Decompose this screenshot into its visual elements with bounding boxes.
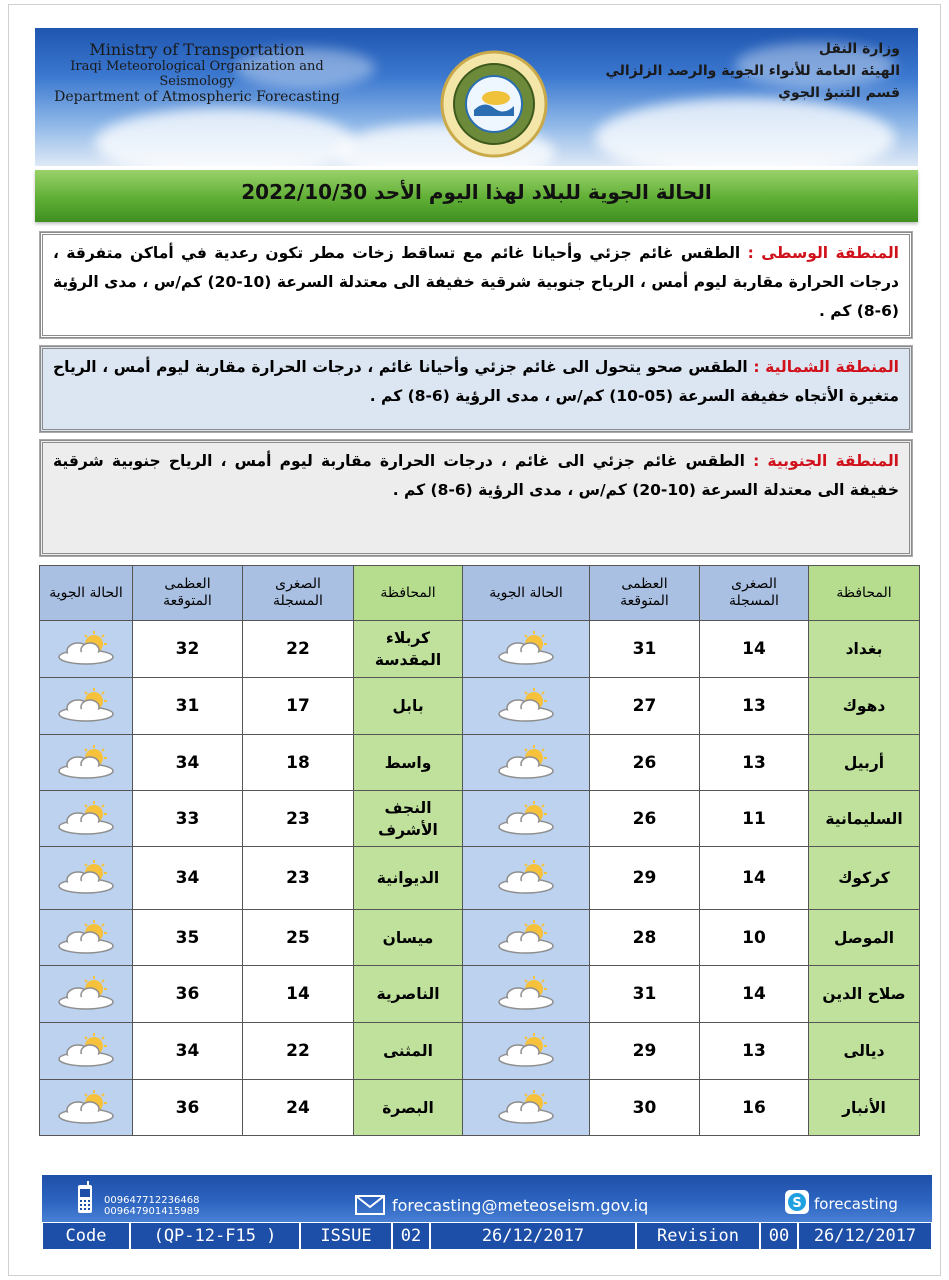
title-bar <box>35 170 918 222</box>
partly-cloudy-icon <box>494 1090 558 1126</box>
partly-cloudy-icon <box>494 976 558 1012</box>
header-weather: الحالة الجوية <box>40 566 133 621</box>
max-temp-cell: 36 <box>133 966 243 1023</box>
region-north <box>40 346 912 432</box>
partly-cloudy-icon <box>494 745 558 781</box>
weather-cell <box>40 678 133 735</box>
region-central <box>40 232 912 338</box>
phone-number-2: 009647901415989 <box>104 1206 200 1217</box>
max-temp-cell: 33 <box>133 791 243 847</box>
region-central-name: المنطقة الوسطى : <box>747 244 899 262</box>
weather-cell <box>463 735 590 791</box>
max-temp-cell: 29 <box>590 1023 700 1080</box>
table-row <box>40 1023 920 1080</box>
min-temp-cell: 16 <box>700 1080 809 1136</box>
table-row <box>40 678 920 735</box>
issue-label: ISSUE <box>300 1223 392 1250</box>
weather-cell <box>463 910 590 966</box>
max-temp-cell: 31 <box>133 678 243 735</box>
weather-cell <box>40 621 133 678</box>
min-temp-cell: 17 <box>243 678 354 735</box>
table-row <box>40 791 920 847</box>
min-temp-cell: 13 <box>700 735 809 791</box>
max-temp-cell: 36 <box>133 1080 243 1136</box>
skype-handle[interactable]: forecasting <box>814 1195 898 1213</box>
weather-cell <box>40 1080 133 1136</box>
phone-number-1: 009647712236468 <box>104 1195 200 1206</box>
min-temp-cell: 25 <box>243 910 354 966</box>
forecast-table <box>39 565 920 1136</box>
min-temp-cell: 22 <box>243 1023 354 1080</box>
partly-cloudy-icon <box>494 631 558 667</box>
max-temp-cell: 28 <box>590 910 700 966</box>
arabic-org-block <box>600 38 900 104</box>
issue-number: 02 <box>392 1223 430 1250</box>
weather-cell <box>463 966 590 1023</box>
weather-cell <box>40 1023 133 1080</box>
header-max: العظمى المتوقعة <box>133 566 243 621</box>
header-weather: الحالة الجوية <box>463 566 590 621</box>
header-banner <box>35 28 918 166</box>
organization-name-en: Iraqi Meteorological Organization and Seismology <box>70 59 324 89</box>
max-temp-cell: 31 <box>590 966 700 1023</box>
partly-cloudy-icon <box>54 976 118 1012</box>
province-cell: المثنى <box>354 1023 463 1080</box>
weather-cell <box>463 678 590 735</box>
partly-cloudy-icon <box>54 745 118 781</box>
min-temp-cell: 11 <box>700 791 809 847</box>
table-row <box>40 966 920 1023</box>
region-north-name: المنطقة الشمالية : <box>753 358 899 376</box>
max-temp-cell: 29 <box>590 847 700 910</box>
province-cell: النجف الأشرف <box>354 791 463 847</box>
table-row <box>40 910 920 966</box>
province-cell: بابل <box>354 678 463 735</box>
province-cell: واسط <box>354 735 463 791</box>
table-row <box>40 735 920 791</box>
min-temp-cell: 13 <box>700 1023 809 1080</box>
partly-cloudy-icon <box>54 1090 118 1126</box>
min-temp-cell: 23 <box>243 791 354 847</box>
svg-text:S: S <box>792 1196 802 1211</box>
province-cell: الناصرية <box>354 966 463 1023</box>
region-north-text: الطقس صحو يتحول الى غائم جزئي وأحيانا غائم ، درجات الحرارة مقاربة ليوم أمس ، الرياح متغيرة الأتجاه خفيفة السرعة (05-10) كم/س ، مدى الرؤية (6-8) كم . <box>53 358 899 405</box>
max-temp-cell: 26 <box>590 735 700 791</box>
header-province: المحافظة <box>809 566 920 621</box>
revision-label: Revision <box>636 1223 760 1250</box>
partly-cloudy-icon <box>494 688 558 724</box>
partly-cloudy-icon <box>54 920 118 956</box>
min-temp-cell: 22 <box>243 621 354 678</box>
region-south <box>40 440 912 556</box>
region-central-text: الطقس غائم جزئي وأحيانا غائم مع تساقط زخات مطر تكون رعدية في أماكن متفرقة ، درجات الحرارة مقاربة ليوم أمس ، الرياح جنوبية شرقية خفيفة الى معتدلة السرعة (10-20) كم/س ، مدى الرؤية (6-8) كم . <box>53 244 899 320</box>
header-max: العظمى المتوقعة <box>590 566 700 621</box>
max-temp-cell: 32 <box>133 621 243 678</box>
code-label: Code <box>42 1223 130 1250</box>
province-cell: الديوانية <box>354 847 463 910</box>
table-row <box>40 1080 920 1136</box>
weather-cell <box>40 735 133 791</box>
min-temp-cell: 13 <box>700 678 809 735</box>
partly-cloudy-icon <box>54 860 118 896</box>
max-temp-cell: 35 <box>133 910 243 966</box>
partly-cloudy-icon <box>494 1033 558 1069</box>
department-name-ar: قسم التنبؤ الجوي <box>778 85 900 101</box>
table-row <box>40 621 920 678</box>
province-cell: دهوك <box>809 678 920 735</box>
province-cell: كركوك <box>809 847 920 910</box>
province-cell: صلاح الدين <box>809 966 920 1023</box>
header-min: الصغرى المسجلة <box>700 566 809 621</box>
document-code-bar <box>42 1223 932 1250</box>
partly-cloudy-icon <box>54 631 118 667</box>
phone-icon <box>76 1181 94 1215</box>
min-temp-cell: 14 <box>700 621 809 678</box>
province-cell: البصرة <box>354 1080 463 1136</box>
weather-cell <box>463 1023 590 1080</box>
min-temp-cell: 14 <box>700 847 809 910</box>
weather-cell <box>463 621 590 678</box>
organization-name-ar: الهيئة العامة للأنواء الجوية والرصد الزلزالي <box>605 63 900 79</box>
weather-cell <box>40 910 133 966</box>
page-title: الحالة الجوية للبلاد لهذا اليوم الأحد 2022/10/30 <box>241 180 712 204</box>
min-temp-cell: 23 <box>243 847 354 910</box>
weather-cell <box>463 1080 590 1136</box>
region-south-text: الطقس غائم جزئي الى غائم ، درجات الحرارة مقاربة ليوم أمس ، الرياح جنوبية شرقية خفيفة الى معتدلة السرعة (10-20) كم/س ، مدى الرؤية (6-8) كم . <box>53 452 899 499</box>
min-temp-cell: 18 <box>243 735 354 791</box>
min-temp-cell: 14 <box>700 966 809 1023</box>
issue-date: 26/12/2017 <box>430 1223 636 1250</box>
max-temp-cell: 31 <box>590 621 700 678</box>
partly-cloudy-icon <box>494 801 558 837</box>
max-temp-cell: 27 <box>590 678 700 735</box>
table-header-row <box>40 566 920 621</box>
email-address[interactable]: forecasting@meteoseism.gov.iq <box>392 1196 649 1215</box>
partly-cloudy-icon <box>54 1033 118 1069</box>
min-temp-cell: 10 <box>700 910 809 966</box>
min-temp-cell: 14 <box>243 966 354 1023</box>
phone-numbers <box>104 1195 199 1217</box>
province-cell: كربلاء المقدسة <box>354 621 463 678</box>
partly-cloudy-icon <box>494 920 558 956</box>
province-cell: أربيل <box>809 735 920 791</box>
code-value: (QP-12-F15 ) <box>130 1223 300 1250</box>
weather-cell <box>40 966 133 1023</box>
organization-logo-icon <box>440 50 548 158</box>
weather-cell <box>463 847 590 910</box>
weather-cell <box>463 791 590 847</box>
weather-cell <box>40 847 133 910</box>
min-temp-cell: 24 <box>243 1080 354 1136</box>
ministry-name-en: Ministry of Transportation <box>89 40 305 59</box>
header-province: المحافظة <box>354 566 463 621</box>
revision-date: 26/12/2017 <box>798 1223 932 1250</box>
department-name-en: Department of Atmospheric Forecasting <box>54 89 340 105</box>
max-temp-cell: 34 <box>133 847 243 910</box>
region-south-name: المنطقة الجنوبية : <box>753 452 899 470</box>
province-cell: ديالى <box>809 1023 920 1080</box>
partly-cloudy-icon <box>494 860 558 896</box>
max-temp-cell: 34 <box>133 735 243 791</box>
max-temp-cell: 30 <box>590 1080 700 1136</box>
province-cell: ميسان <box>354 910 463 966</box>
max-temp-cell: 26 <box>590 791 700 847</box>
revision-number: 00 <box>760 1223 798 1250</box>
weather-cell <box>40 791 133 847</box>
partly-cloudy-icon <box>54 688 118 724</box>
province-cell: السليمانية <box>809 791 920 847</box>
header-min: الصغرى المسجلة <box>243 566 354 621</box>
province-cell: بغداد <box>809 621 920 678</box>
footer-contact-bar <box>42 1175 932 1222</box>
province-cell: الموصل <box>809 910 920 966</box>
english-org-block <box>47 40 347 105</box>
ministry-name-ar: وزارة النقل <box>818 41 900 57</box>
province-cell: الأنبار <box>809 1080 920 1136</box>
skype-icon <box>785 1190 809 1214</box>
partly-cloudy-icon <box>54 801 118 837</box>
max-temp-cell: 34 <box>133 1023 243 1080</box>
mail-icon <box>355 1195 385 1215</box>
table-row <box>40 847 920 910</box>
